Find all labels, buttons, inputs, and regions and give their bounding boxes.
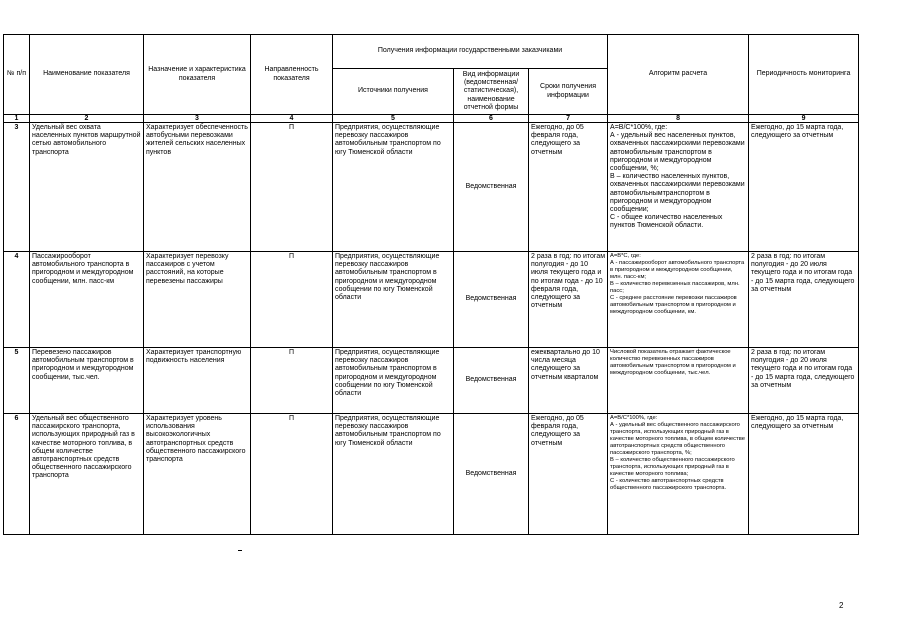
column-number: 7: [529, 115, 608, 123]
indicator-direction: П: [251, 414, 333, 535]
header-row-top: [4, 35, 859, 69]
info-source: Предприятия, осуществляющие перевозку пассажиров автомобильным транспортом в пригородном и междугородном сообщении по югу Тюменской области: [333, 252, 454, 348]
table-row: [4, 123, 859, 252]
info-source: Предприятия, осуществляющие перевозку пассажиров автомобильным транспортом по югу Тюменской области: [333, 414, 454, 535]
row-number: 4: [4, 252, 30, 348]
calculation-algorithm: А=В*С, где: А - пассажирооборот автомобильного транспорта в пригородном и междугородном сообщении, млн. пасс-км; В – количество перевезенных пассажиров, млн. пасс; С - среднее расстояние перевозки пассажиров автомобильным транспортом в пригородном и междугородном сообщении, км.: [608, 252, 749, 348]
info-source: Предприятия, осуществляющие перевозку пассажиров автомобильным транспортом в пригородном и междугородном сообщении по югу Тюменской области: [333, 348, 454, 414]
row-number: 5: [4, 348, 30, 414]
page-number: 2: [839, 601, 844, 610]
info-type: Ведомственная: [454, 252, 529, 348]
column-number: 6: [454, 115, 529, 123]
row-number: 3: [4, 123, 30, 252]
calculation-algorithm: A=B/C*100%, где: А - удельный вес общественного пассажирского транспорта, использующих природный газ в качестве моторного топлива, в общем количестве автотранспортных средств общественного пассажирского транспорта, %; В – количество общественного пассажирского транспорта, использующих природный газ в качестве моторного топлива; С - количество автотранспортных средств общественного пассажирского транспорта.: [608, 414, 749, 535]
monitoring-period: 2 раза в год: по итогам полугодия - до 20 июля текущего года и по итогам года - до 15 марта года, следующего за отчетным: [749, 348, 859, 414]
header-sources: Источники получения: [333, 69, 454, 115]
column-number: 8: [608, 115, 749, 123]
column-number: 3: [144, 115, 251, 123]
monitoring-indicators-table: [3, 34, 859, 535]
info-deadline: Ежегодно, до 05 февраля года, следующего за отчетным: [529, 414, 608, 535]
info-source: Предприятия, осуществляющие перевозку пассажиров автомобильным транспортом по югу Тюменской области: [333, 123, 454, 252]
indicator-direction: П: [251, 123, 333, 252]
stray-mark: [238, 550, 242, 551]
column-number: 5: [333, 115, 454, 123]
row-number: 6: [4, 414, 30, 535]
header-direction: Направленность показателя: [251, 35, 333, 115]
indicator-purpose: Характеризует уровень использования высокоэкологичных автотранспортных средств общественного пассажирского транспорта: [144, 414, 251, 535]
table-row: [4, 252, 859, 348]
info-type: Ведомственная: [454, 348, 529, 414]
table-row: [4, 348, 859, 414]
column-number: 9: [749, 115, 859, 123]
calculation-algorithm: A=B/C*100%, где: А - удельный вес населенных пунктов, охваченных пассажирскими перевозками автомобильным транспортом в пригородном и междугородном сообщении, %; В – количество населенных пунктов, охваченных пассажирскими перевозками автомобильнымтранспортом в пригородном и междугородном сообщении; С - общее количество населенных пунктов Тюменской области.: [608, 123, 749, 252]
column-number: 1: [4, 115, 30, 123]
indicator-name: Пассажирооборот автомобильного транспорта в пригородном и междугородном сообщении, млн. пасс-км: [30, 252, 144, 348]
info-deadline: ежеквартально до 10 числа месяца следующего за отчетным кварталом: [529, 348, 608, 414]
header-indicator-name: Наименование показателя: [30, 35, 144, 115]
indicator-purpose: Характеризует обеспеченность автобусными перевозками жителей сельских населенных пунктов: [144, 123, 251, 252]
indicator-name: Удельный вес общественного пассажирского транспорта, использующих природный газ в качестве моторного топлива, в общем количестве автотранспортных средств общественного пассажирского транспорта: [30, 414, 144, 535]
header-info-group: Получения информации государственными заказчиками: [333, 35, 608, 69]
info-type: Ведомственная: [454, 123, 529, 252]
indicator-name: Удельный вес охвата населенных пунктов маршрутной сетью автомобильного транспорта: [30, 123, 144, 252]
calculation-algorithm: Числовой показатель отражает фактическое количество перевезенных пассажиров автомобильным транспортом в пригородном и междугородном сообщении, тыс.чел.: [608, 348, 749, 414]
header-algorithm: Алгоритм расчета: [608, 35, 749, 115]
header-num: № п/п: [4, 35, 30, 115]
monitoring-period: 2 раза в год: по итогам полугодия - до 20 июля текущего года и по итогам года - до 15 марта года, следующего за отчетным: [749, 252, 859, 348]
indicator-name: Перевезено пассажиров автомобильным транспортом в пригородном и междугородном сообщении, тыс.чел.: [30, 348, 144, 414]
header-deadline: Сроки получения информации: [529, 69, 608, 115]
indicator-purpose: Характеризует перевозку пассажиров с учетом расстояний, на которые перевезены пассажиры: [144, 252, 251, 348]
indicator-purpose: Характеризует транспортную подвижность населения: [144, 348, 251, 414]
header-periodicity: Периодичность мониторинга: [749, 35, 859, 115]
info-deadline: 2 раза в год: по итогам полугодия - до 10 июля текущего года и по итогам года - до 10 февраля года, следующего за отчетным: [529, 252, 608, 348]
column-number: 2: [30, 115, 144, 123]
info-deadline: Ежегодно, до 05 февраля года, следующего за отчетным: [529, 123, 608, 252]
indicator-direction: П: [251, 348, 333, 414]
header-info-type: Вид информации (ведомственная/ статистическая), наименование отчетной формы: [454, 69, 529, 115]
monitoring-period: Ежегодно, до 15 марта года, следующего за отчетным: [749, 414, 859, 535]
indicator-direction: П: [251, 252, 333, 348]
info-type: Ведомственная: [454, 414, 529, 535]
column-numbers-row: [4, 115, 859, 123]
column-number: 4: [251, 115, 333, 123]
table-row: [4, 414, 859, 535]
header-purpose: Назначение и характеристика показателя: [144, 35, 251, 115]
monitoring-period: Ежегодно, до 15 марта года, следующего за отчетным: [749, 123, 859, 252]
